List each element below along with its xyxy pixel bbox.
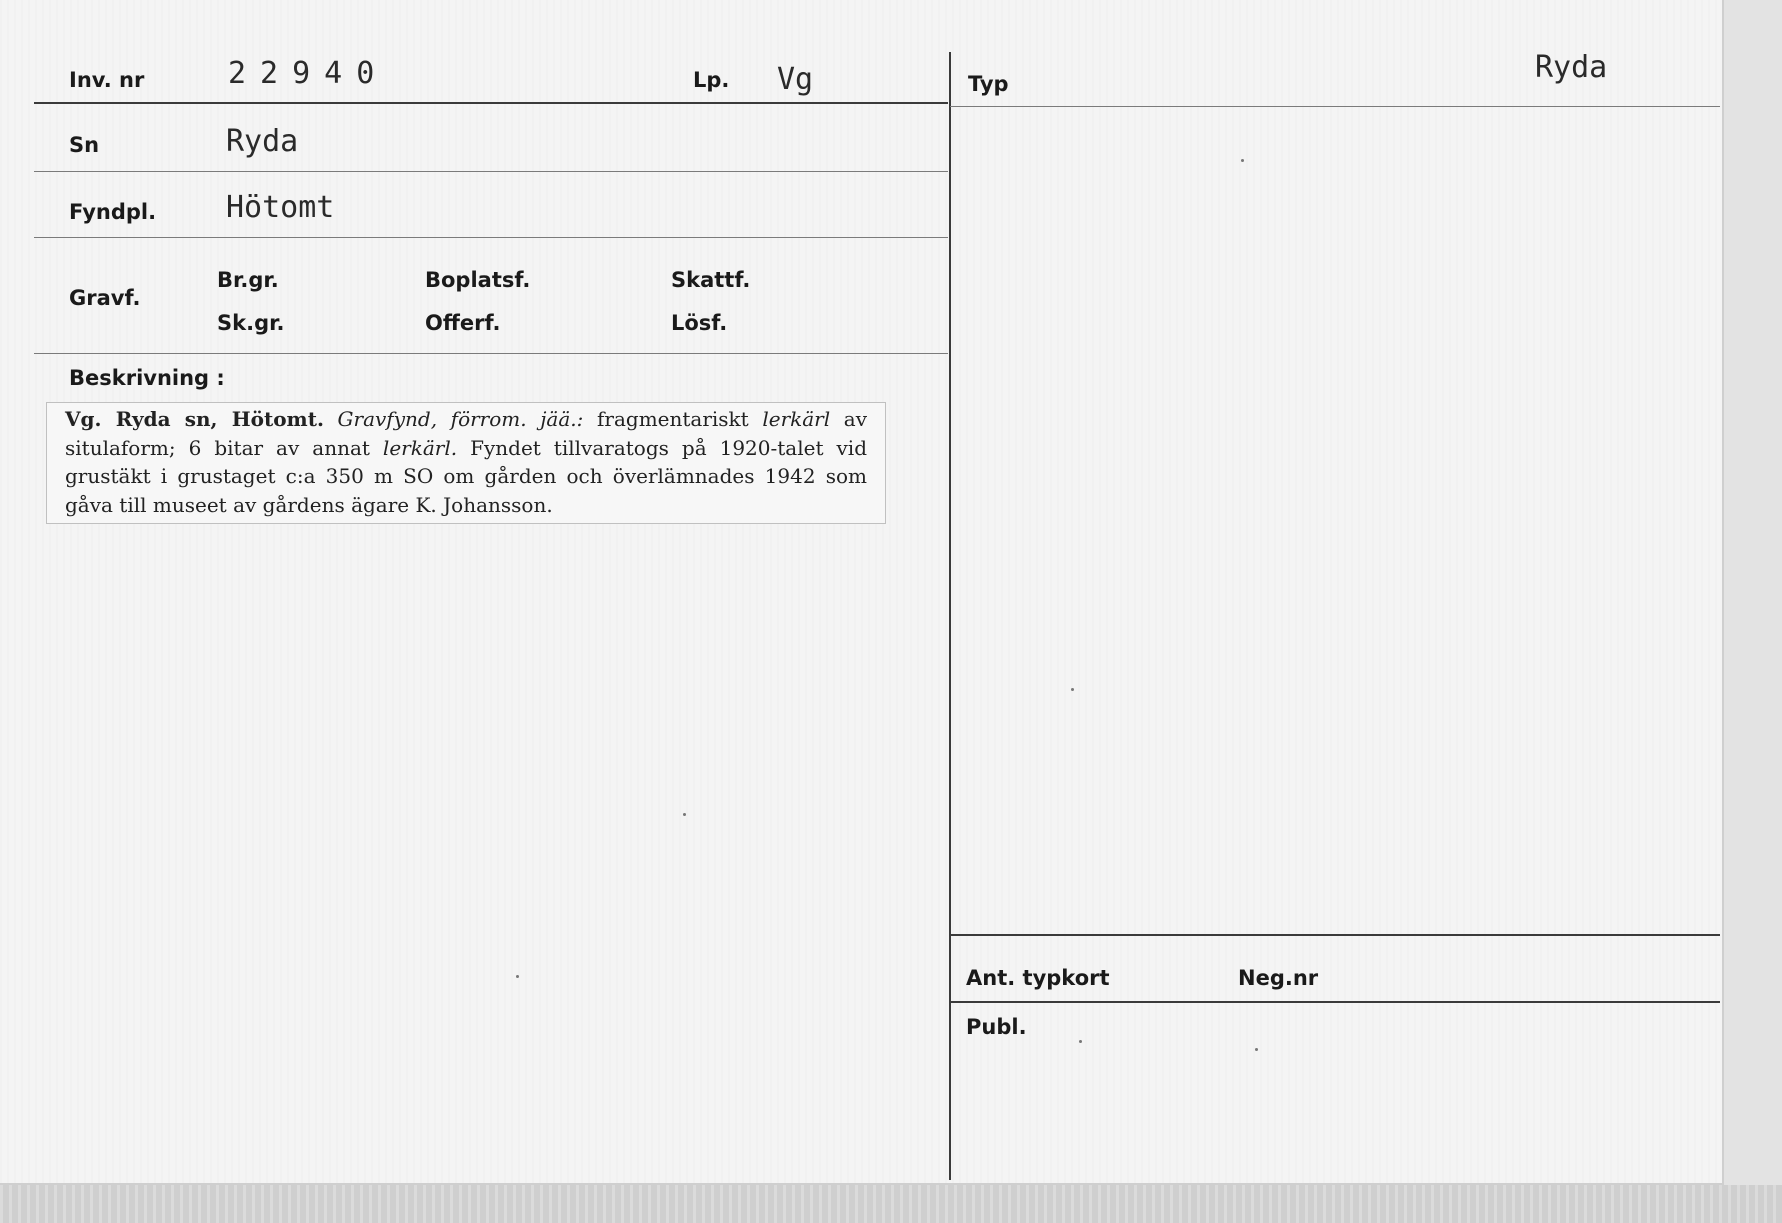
speck	[1079, 1040, 1082, 1043]
fyndpl-label: Fyndpl.	[69, 200, 157, 224]
inv-nr-value: 22940	[228, 56, 389, 91]
brgr-label: Br.gr.	[217, 268, 279, 292]
offerf-label: Offerf.	[425, 311, 501, 335]
neg-nr-label: Neg.nr	[1238, 966, 1319, 990]
beskrivning-label: Beskrivning :	[69, 366, 225, 390]
divider-row4	[34, 353, 948, 354]
inv-nr-label: Inv. nr	[69, 68, 145, 92]
column-divider	[949, 52, 951, 1180]
speck	[683, 813, 686, 816]
ant-typkort-label: Ant. typkort	[966, 966, 1110, 990]
gravf-label: Gravf.	[69, 286, 141, 310]
description-slip	[46, 402, 886, 524]
typ-label: Typ	[968, 72, 1009, 96]
boplatsf-label: Boplatsf.	[425, 268, 531, 292]
skgr-label: Sk.gr.	[217, 311, 285, 335]
description-lerkarl-2: lerkärl.	[382, 435, 458, 460]
description-text-3: Fyndet tillvaratogs på 1920-talet vid grustäkt i grustaget c:a 350 m SO om gården och överlämnades 1942 som gåva till museet av gårdens ägare K. Johansson.	[65, 435, 867, 517]
divider-typ	[950, 106, 1720, 107]
scan-edge-right	[1724, 0, 1782, 1185]
skattf-label: Skattf.	[671, 268, 751, 292]
lp-label: Lp.	[693, 68, 730, 92]
scan-edge-bottom	[0, 1185, 1782, 1223]
fyndpl-value: Hötomt	[226, 190, 335, 225]
divider-row2	[34, 171, 948, 172]
description-text-1: fragmentariskt	[597, 407, 749, 431]
losf-label: Lösf.	[671, 311, 728, 335]
speck	[1241, 159, 1244, 162]
speck	[1255, 1048, 1258, 1051]
divider-row1	[34, 102, 948, 104]
description-lerkarl-1: lerkärl	[762, 407, 831, 431]
sn-value: Ryda	[226, 124, 299, 159]
description-category: Gravfynd, förrom. jää.:	[337, 407, 584, 431]
description-heading: Vg. Ryda sn, Hötomt.	[65, 407, 324, 431]
typ-value: Ryda	[1535, 50, 1608, 85]
speck	[516, 975, 519, 978]
divider-ant-top	[950, 934, 1720, 936]
publ-label: Publ.	[966, 1015, 1027, 1039]
divider-publ	[950, 1001, 1720, 1003]
sn-label: Sn	[69, 133, 100, 157]
speck	[1071, 688, 1074, 691]
description-text-2: av situlaform; 6 bitar av annat	[65, 407, 867, 460]
divider-row3	[34, 237, 948, 238]
lp-value: Vg	[777, 62, 814, 97]
